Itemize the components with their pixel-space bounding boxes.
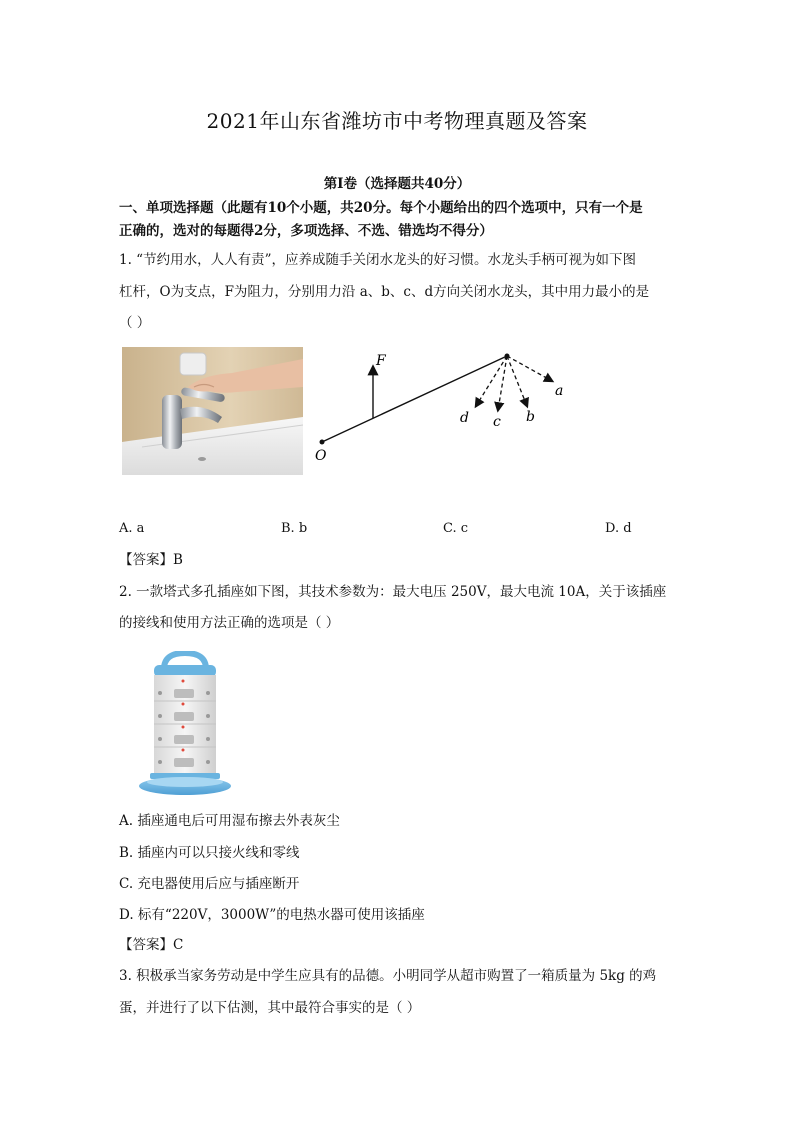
q2-answer: 【答案】C [119, 937, 184, 953]
q2-option-a[interactable]: A. 插座通电后可用湿布擦去外表灰尘 [119, 813, 340, 829]
label-a: a [555, 383, 564, 399]
q1-option-c[interactable]: C. c [443, 521, 469, 536]
label-d: d [460, 410, 469, 426]
part-heading-line-1: 一、单项选择题（此题有10个小题，共20分。每个小题给出的四个选项中，只有一个是 [119, 200, 643, 216]
q3-text-line-2: 蛋，并进行了以下估测，其中最符合事实的是（ ） [119, 1000, 421, 1016]
direction-b-arrow [507, 356, 527, 406]
label-F: F [376, 353, 386, 369]
part-heading-line-2: 正确的，选对的每题得2分，多项选择、不选、错选均不得分） [119, 223, 493, 239]
q2-text-line-1: 2. 一款塔式多孔插座如下图，其技术参数为：最大电压 250V，最大电流 10A，关于该插座 [119, 584, 667, 600]
q1-option-b[interactable]: B. b [281, 521, 308, 536]
faucet-photo [122, 347, 303, 475]
label-b: b [526, 409, 535, 425]
q2-option-b[interactable]: B. 插座内可以只接火线和零线 [119, 845, 300, 861]
lever-arm [322, 356, 507, 442]
q1-text-line-1: 1. “节约用水，人人有责”，应养成随手关闭水龙头的好习惯。水龙头手柄可视为如下图 [119, 252, 636, 268]
q1-option-d[interactable]: D. d [605, 521, 632, 536]
q1-answer: 【答案】B [119, 552, 183, 568]
q3-text-line-1: 3. 积极承当家务劳动是中学生应具有的品德。小明同学从超市购置了一箱质量为 5kg 的鸡 [119, 968, 657, 984]
section-title: 第Ⅰ卷（选择题共40分） [323, 176, 471, 192]
direction-a-arrow [507, 356, 552, 381]
lever-diagram [305, 345, 590, 470]
q1-text-line-3: （ ） [119, 315, 151, 331]
faucet-illustration [122, 347, 303, 475]
label-c: c [493, 414, 501, 430]
page-title: 2021年山东省潍坊市中考物理真题及答案 [206, 109, 588, 133]
pivot-point [320, 440, 325, 445]
q1-text-line-2: 杠杆，O为支点，F为阻力，分别用力沿 a、b、c、d方向关闭水龙头，其中用力最小的是 [119, 284, 650, 300]
q2-text-line-2: 的接线和使用方法正确的选项是（ ） [119, 615, 340, 631]
label-O: O [315, 448, 327, 464]
q2-option-d[interactable]: D. 标有“220V，3000W”的电热水器可使用该插座 [119, 907, 425, 923]
tower-socket-picture [136, 651, 234, 797]
q2-option-c[interactable]: C. 充电器使用后应与插座断开 [119, 876, 300, 892]
q1-option-a[interactable]: A. a [119, 521, 145, 536]
